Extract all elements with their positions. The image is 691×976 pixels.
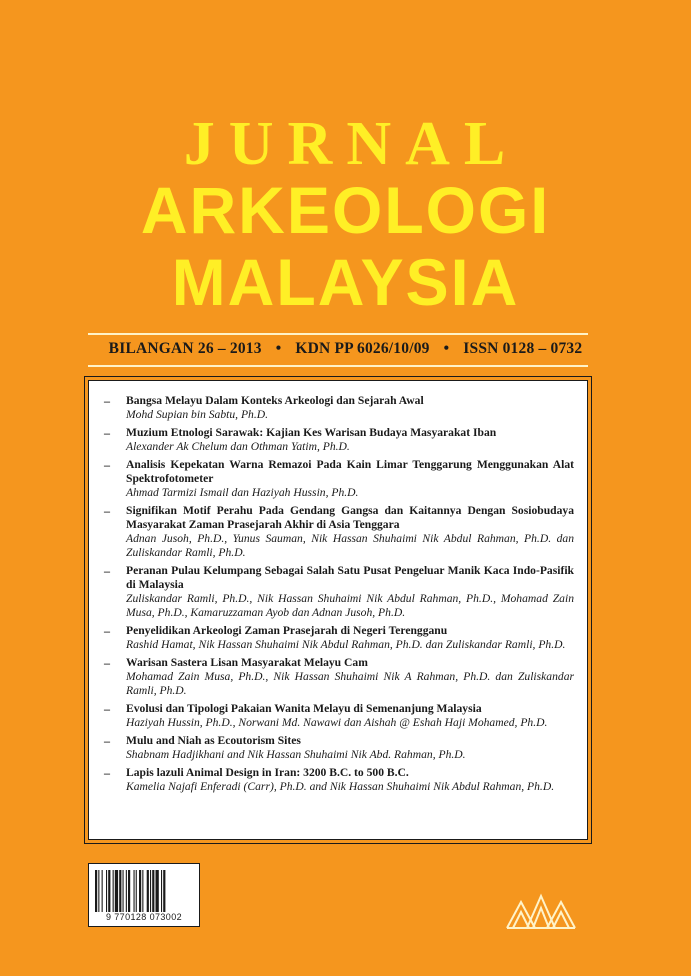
barcode-bar (150, 870, 151, 912)
contents-item: – Signifikan Motif Perahu Pada Gendang Gangsa dan Kaitannya Dengan Sosiobudaya Masyarakat Zaman Prasejarah Akhir di Asia Tenggara Adnan Jusoh, Ph.D., Yunus Sauman, Nik Hassan Shuhaimi Nik Abdul Rahman, Ph.D. dan Zuliskandar Ramli, Ph.D. (104, 504, 574, 559)
barcode-bar (152, 870, 154, 912)
article-authors: Kamelia Najafi Enferadi (Carr), Ph.D. and Nik Hassan Shuhaimi Nik Abdul Rahman, Ph.D. (126, 780, 555, 793)
article-authors: Alexander Ak Chelum dan Othman Yatim, Ph.D. (126, 440, 350, 453)
contents-item: – Warisan Sastera Lisan Masyarakat Melayu Cam Mohamad Zain Musa, Ph.D., Nik Hassan Shuhaimi Nik A Rahman, Ph.D. dan Zuliskandar Ramli, Ph.D. (104, 656, 574, 697)
contents-item: – Analisis Kepekatan Warna Remazoi Pada Kain Limar Tenggarung Menggunakan Alat Spektrofotometer Ahmad Tarmizi Ismail dan Haziyah Hussin, Ph.D. (104, 458, 574, 499)
barcode-bar (106, 870, 107, 912)
article-authors: Shabnam Hadjikhani and Nik Hassan Shuhaimi Nik Abd. Rahman, Ph.D. (126, 748, 466, 761)
article-authors: Ahmad Tarmizi Ismail dan Haziyah Hussin, Ph.D. (126, 486, 359, 499)
article-title: Signifikan Motif Perahu Pada Gendang Gangsa dan Kaitannya Dengan Sosiobudaya Masyarakat Zaman Prasejarah Akhir di Asia Tenggara (126, 504, 574, 531)
barcode-digits: 9 770128 073002 (105, 912, 183, 922)
barcode-bar (102, 870, 103, 912)
barcode-bar (123, 870, 124, 912)
barcode-bar (161, 870, 162, 912)
barcode-bar (108, 870, 110, 912)
barcode-bar (156, 870, 159, 912)
separator-dot: • (443, 340, 450, 357)
article-authors: Adnan Jusoh, Ph.D., Yunus Sauman, Nik Hassan Shuhaimi Nik Abdul Rahman, Ph.D. dan Zuliskandar Ramli, Ph.D. (126, 532, 574, 559)
article-title: Analisis Kepekatan Warna Remazoi Pada Kain Limar Tenggarung Menggunakan Alat Spektrofotometer (126, 458, 574, 485)
contents-item: – Evolusi dan Tipologi Pakaian Wanita Melayu di Semenanjung Malaysia Haziyah Hussin, Ph.D., Norwani Md. Nawawi dan Aishah @ Eshah Haji Mohamed, Ph.D. (104, 702, 574, 730)
barcode-bar (136, 870, 137, 912)
barcode-bar (98, 870, 99, 912)
article-authors: Haziyah Hussin, Ph.D., Norwani Md. Nawawi dan Aishah @ Eshah Haji Mohamed, Ph.D. (126, 716, 548, 729)
kdn-number: KDN PP 6026/10/09 (295, 340, 430, 357)
barcode-bar (126, 870, 127, 912)
article-authors: Mohd Supian bin Sabtu, Ph.D. (126, 408, 269, 421)
article-title: Muzium Etnologi Sarawak: Kajian Kes Warisan Budaya Masyarakat Iban (126, 426, 497, 439)
barcode-bar (139, 870, 141, 912)
article-title: Evolusi dan Tipologi Pakaian Wanita Melayu di Semenanjung Malaysia (126, 702, 482, 715)
journal-title (0, 112, 691, 318)
barcode-bar (134, 870, 135, 912)
top-rule (88, 333, 588, 335)
barcode-bar (163, 870, 165, 912)
contents-item: – Lapis lazuli Animal Design in Iran: 3200 B.C. to 500 B.C. Kamelia Najafi Enferadi (Carr), Ph.D. and Nik Hassan Shuhaimi Nik Abdul Rahman, Ph.D. (104, 766, 574, 794)
issue-info (0, 340, 691, 358)
contents-item: – Penyelidikan Arkeologi Zaman Prasejarah di Negeri Terengganu Rashid Hamat, Nik Hassan Shuhaimi Nik Abdul Rahman, Ph.D. dan Zuliskandar Ramli, Ph.D. (104, 624, 574, 652)
barcode-bar (95, 870, 97, 912)
article-authors: Rashid Hamat, Nik Hassan Shuhaimi Nik Abdul Rahman, Ph.D. dan Zuliskandar Ramli, Ph.D. (126, 638, 566, 651)
article-title: Penyelidikan Arkeologi Zaman Prasejarah di Negeri Terengganu (126, 624, 448, 637)
article-title: Lapis lazuli Animal Design in Iran: 3200 B.C. to 500 B.C. (126, 766, 409, 779)
article-title: Mulu and Niah as Ecoutorism Sites (126, 734, 301, 747)
barcode-bar (128, 870, 130, 912)
barcode-bars (93, 870, 195, 912)
title-line-malaysia: MALAYSIA (171, 245, 520, 319)
barcode-bar (147, 870, 149, 912)
contents-item: – Mulu and Niah as Ecoutorism Sites Shabnam Hadjikhani and Nik Hassan Shuhaimi Nik Abd. Rahman, Ph.D. (104, 734, 574, 762)
article-title: Bangsa Melayu Dalam Konteks Arkeologi dan Sejarah Awal (126, 394, 424, 407)
issue-number: BILANGAN 26 – 2013 (108, 340, 262, 357)
contents-list (104, 394, 574, 798)
title-line-jurnal: JURNAL (183, 110, 520, 178)
barcode-bar (142, 870, 143, 912)
contents-item: – Muzium Etnologi Sarawak: Kajian Kes Warisan Budaya Masyarakat Iban Alexander Ak Chelum dan Othman Yatim, Ph.D. (104, 426, 574, 454)
barcode-bar (113, 870, 114, 912)
contents-item: – Peranan Pulau Kelumpang Sebagai Salah Satu Pusat Pengeluar Manik Kaca Indo-Pasifik di Malaysia Zuliskandar Ramli, Ph.D., Nik Hassan Shuhaimi Nik Abdul Rahman, Ph.D., Mohamad Zain Musa, Ph.D., Kamaruzzaman Ayob dan Adnan Jusoh, Ph.D. (104, 564, 574, 619)
title-line-arkeologi: ARKEOLOGI (140, 173, 551, 247)
publisher-logo-icon (505, 888, 577, 930)
bottom-rule (88, 365, 588, 367)
barcode-bar (115, 870, 118, 912)
issn-number: ISSN 0128 – 0732 (463, 340, 583, 357)
article-authors: Zuliskandar Ramli, Ph.D., Nik Hassan Shuhaimi Nik Abdul Rahman, Ph.D., Mohamad Zain Musa, Ph.D., Kamaruzzaman Ayob dan Adnan Jusoh, Ph.D. (126, 592, 574, 619)
article-title: Peranan Pulau Kelumpang Sebagai Salah Satu Pusat Pengeluar Manik Kaca Indo-Pasifik di Malaysia (126, 564, 574, 591)
separator-dot: • (275, 340, 282, 357)
contents-item: – Bangsa Melayu Dalam Konteks Arkeologi dan Sejarah Awal Mohd Supian bin Sabtu, Ph.D. (104, 394, 574, 422)
article-authors: Mohamad Zain Musa, Ph.D., Nik Hassan Shuhaimi Nik A Rahman, Ph.D. dan Zuliskandar Ramli, Ph.D. (126, 670, 574, 697)
isbn-barcode (88, 863, 200, 927)
article-title: Warisan Sastera Lisan Masyarakat Melayu Cam (126, 656, 368, 669)
barcode-bar (119, 870, 121, 912)
